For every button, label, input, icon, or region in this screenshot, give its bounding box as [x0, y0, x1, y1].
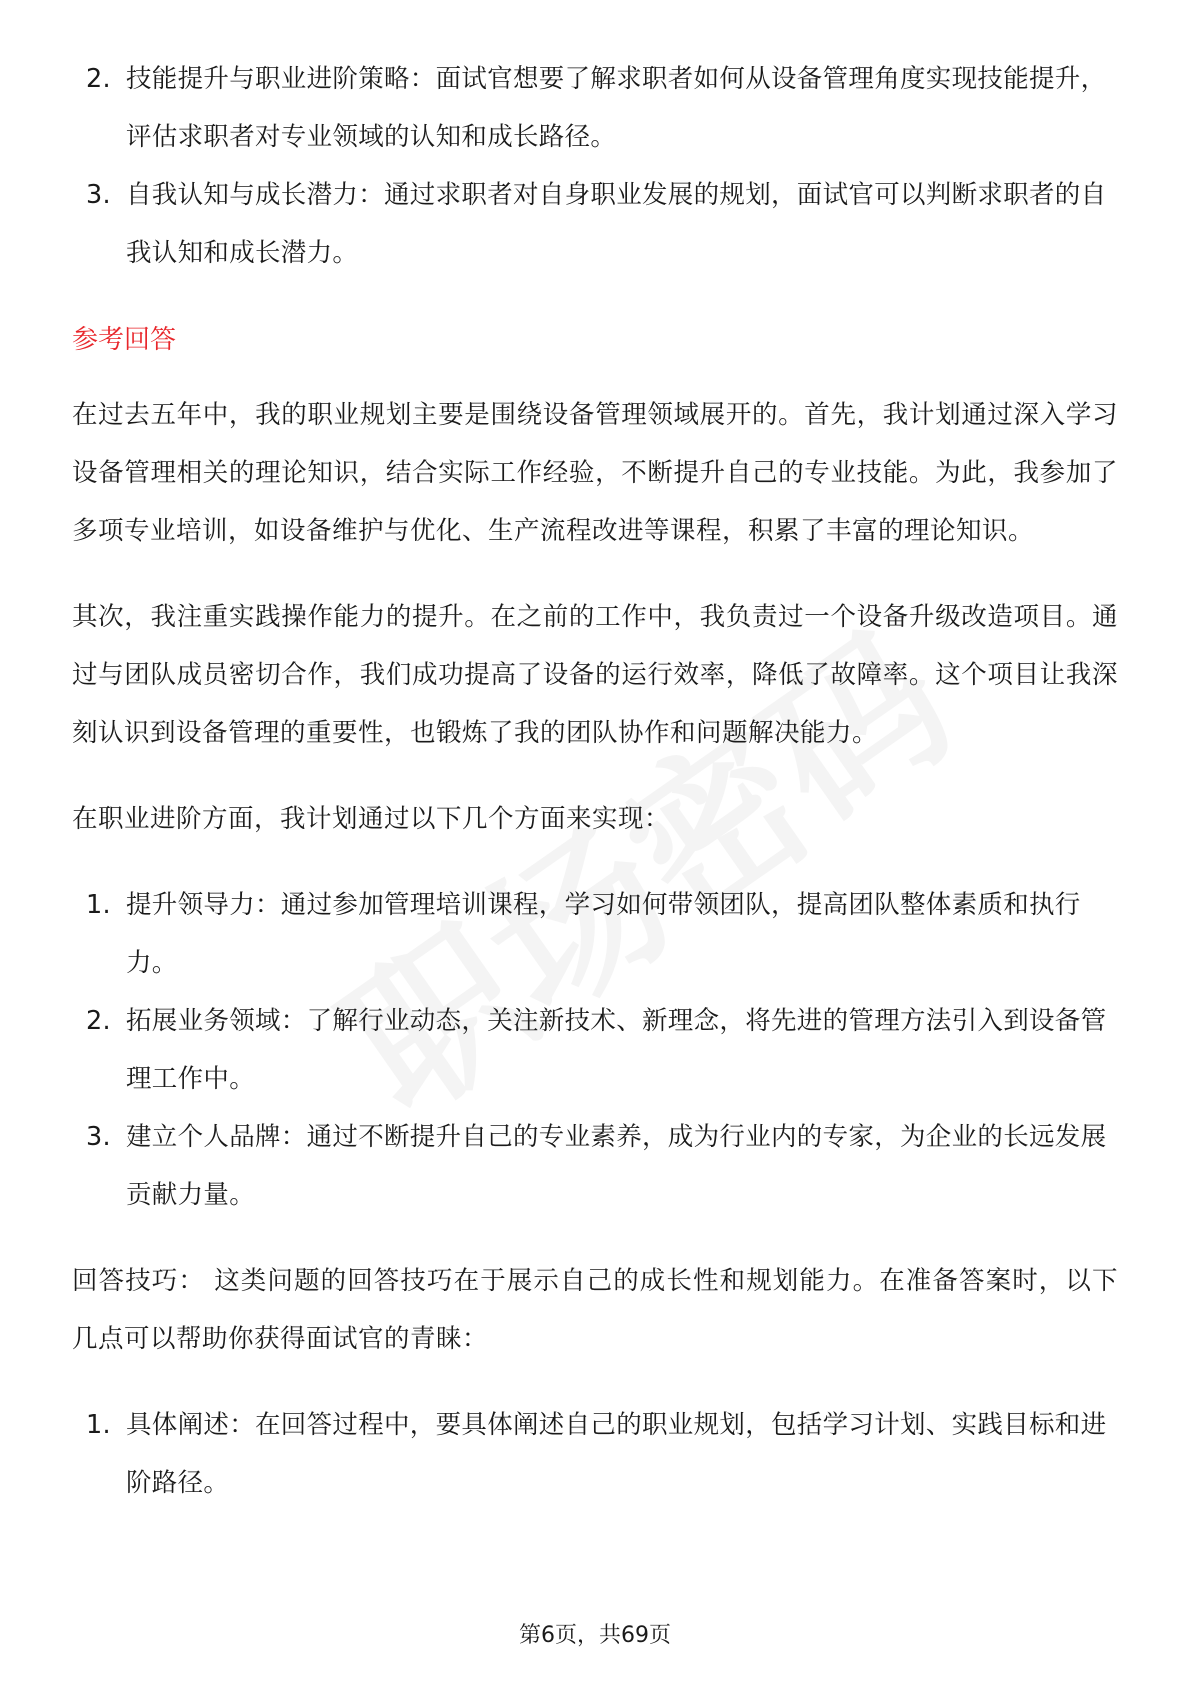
answer-paragraph: 在职业进阶方面，我计划通过以下几个方面来实现：	[72, 804, 671, 834]
page-footer: 第6页，共69页	[519, 1623, 671, 1648]
list-item-number: 2.	[86, 1006, 111, 1036]
list-item	[72, 1396, 1118, 1512]
list-item-text: 自我认知与成长潜力：通过求职者对自身职业发展的规划，面试官可以判断求职者的自我认知和成长潜力。	[126, 180, 1107, 268]
list-item	[72, 992, 1118, 1108]
career-advance-list	[72, 876, 1118, 1224]
list-item-text: 建立个人品牌：通过不断提升自己的专业素养，成为行业内的专家，为企业的长远发展贡献力量。	[126, 1122, 1107, 1210]
list-item	[72, 166, 1118, 282]
evaluation-points-list	[72, 50, 1118, 282]
list-item-number: 2.	[86, 64, 111, 94]
reference-answer-heading: 参考回答	[72, 325, 177, 355]
list-item-number: 3.	[86, 180, 111, 210]
document-content	[72, 50, 1118, 1512]
answer-paragraph: 在过去五年中，我的职业规划主要是围绕设备管理领域展开的。首先，我计划通过深入学习设备管理相关的理论知识，结合实际工作经验，不断提升自己的专业技能。为此，我参加了多项专业培训，如设备维护与优化、生产流程改进等课程，积累了丰富的理论知识。	[72, 400, 1118, 546]
answer-paragraph: 其次，我注重实践操作能力的提升。在之前的工作中，我负责过一个设备升级改造项目。通过与团队成员密切合作，我们成功提高了设备的运行效率，降低了故障率。这个项目让我深刻认识到设备管理的重要性，也锻炼了我的团队协作和问题解决能力。	[72, 602, 1118, 748]
list-item	[72, 1108, 1118, 1224]
list-item-text: 提升领导力：通过参加管理培训课程，学习如何带领团队，提高团队整体素质和执行力。	[126, 890, 1081, 978]
list-item-number: 1.	[86, 1410, 111, 1440]
list-item-number: 1.	[86, 890, 111, 920]
list-item-text: 具体阐述：在回答过程中，要具体阐述自己的职业规划，包括学习计划、实践目标和进阶路径。	[126, 1410, 1107, 1498]
list-item-text: 技能提升与职业进阶策略：面试官想要了解求职者如何从设备管理角度实现技能提升，评估求职者对专业领域的认知和成长路径。	[126, 64, 1107, 152]
list-item	[72, 50, 1118, 166]
list-item-text: 拓展业务领域：了解行业动态，关注新技术、新理念，将先进的管理方法引入到设备管理工作中。	[126, 1006, 1107, 1094]
tips-paragraph: 回答技巧： 这类问题的回答技巧在于展示自己的成长性和规划能力。在准备答案时，以下几点可以帮助你获得面试官的青睐：	[72, 1266, 1118, 1354]
tips-list	[72, 1396, 1118, 1512]
list-item-number: 3.	[86, 1122, 111, 1152]
list-item	[72, 876, 1118, 992]
